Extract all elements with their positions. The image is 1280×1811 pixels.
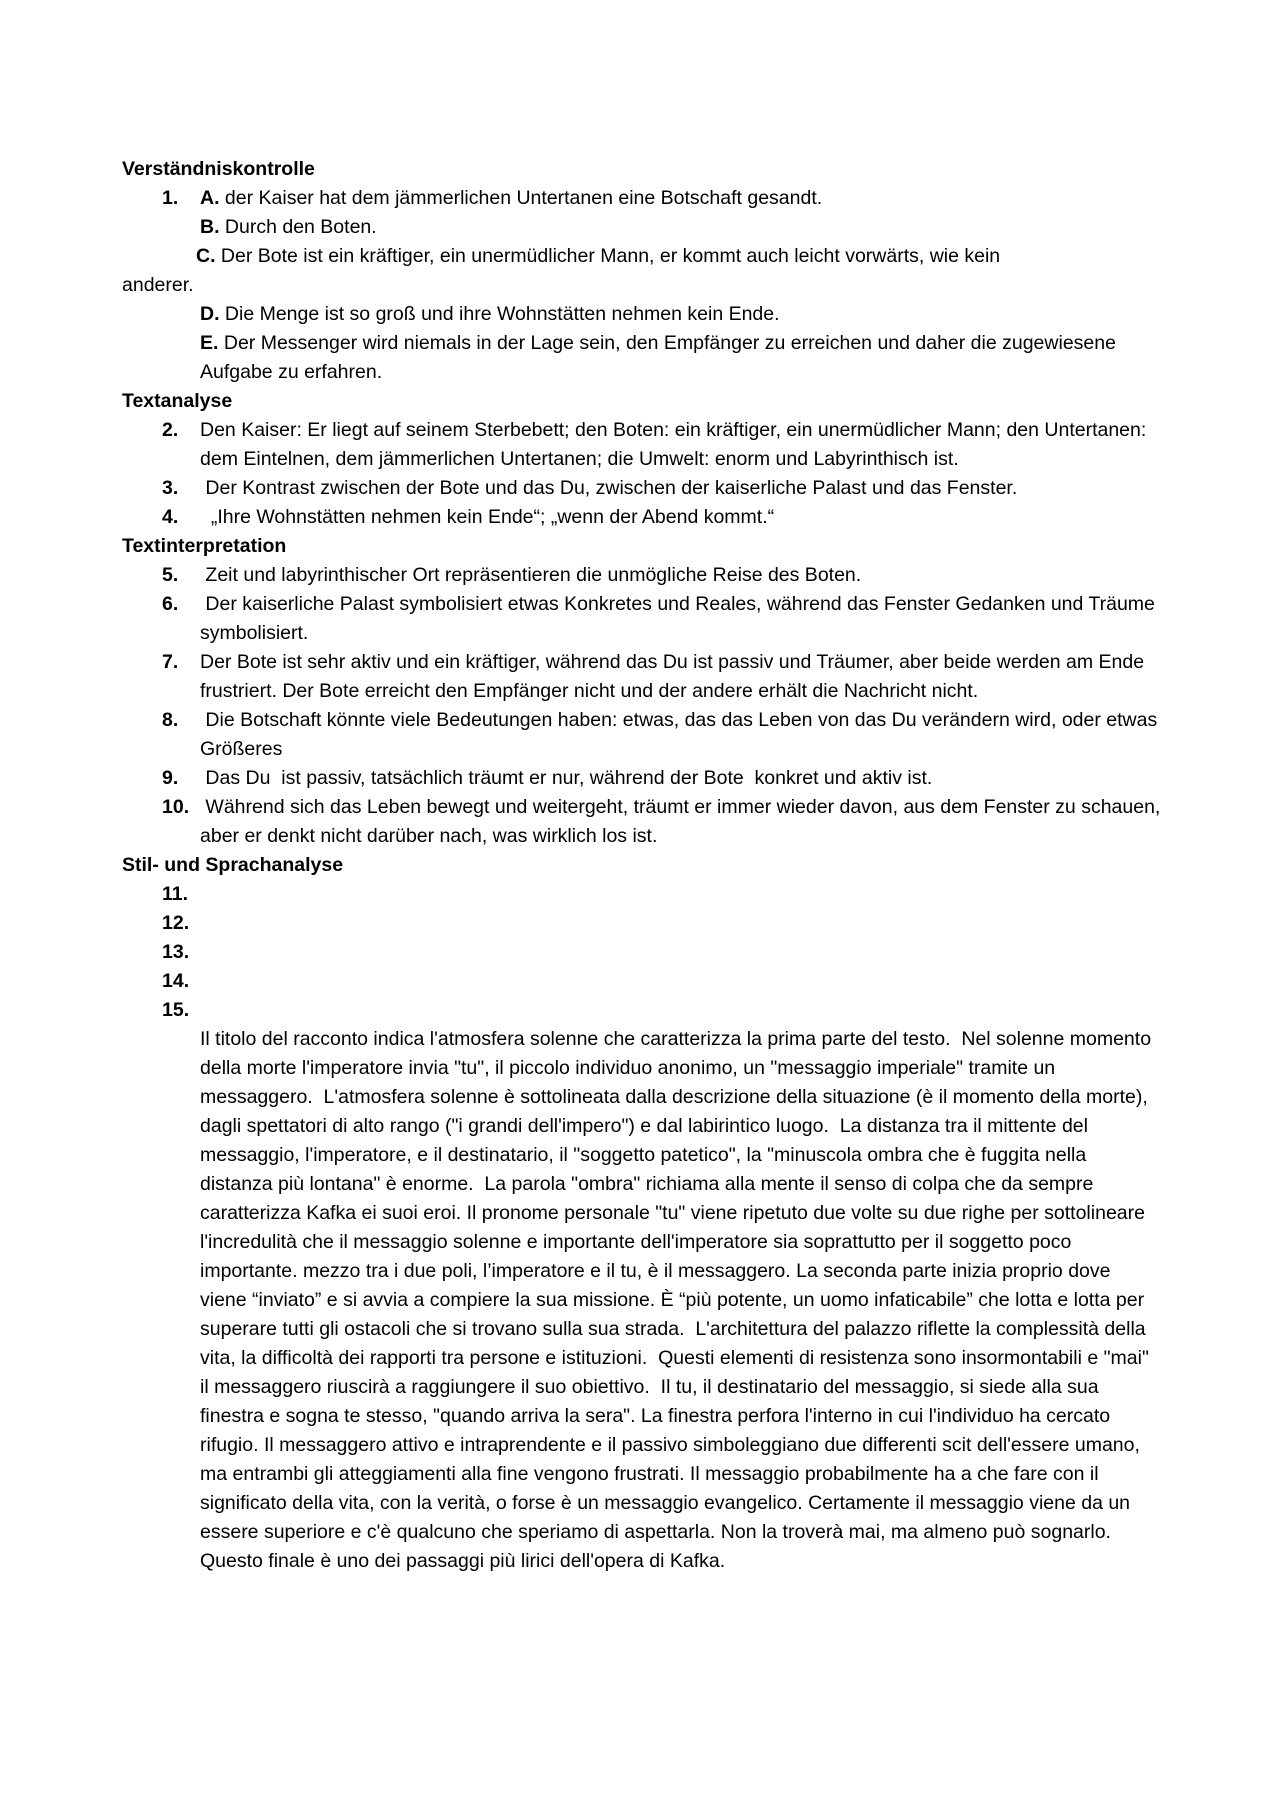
answer-text-a: der Kaiser hat dem jämmerlichen Untertanen eine Botschaft gesandt. <box>219 187 823 209</box>
question-number: 4. <box>162 506 179 528</box>
question-number: 14. <box>162 970 190 992</box>
question-13 <box>122 938 1162 967</box>
question-number: 11. <box>162 883 189 905</box>
question-15 <box>122 996 1162 1025</box>
question-11 <box>122 880 1162 909</box>
answer-letter-e: E. <box>200 332 219 354</box>
answer-letter-d: D. <box>200 303 220 325</box>
answer-text-c: Der Bote ist ein kräftiger, ein unermüdlicher Mann, er kommt auch leicht vorwärts, wie kein <box>215 245 1001 267</box>
question-4 <box>122 503 1162 532</box>
question-9 <box>122 764 1162 793</box>
question-number: 8. <box>162 709 179 731</box>
question-number: 10. <box>162 796 190 818</box>
question-number: 9. <box>162 767 179 789</box>
question-10 <box>122 793 1166 851</box>
answer-text-e: Der Messenger wird niemals in der Lage sein, den Empfänger zu erreichen und daher die zugewiesene Aufgabe zu erfahren. <box>200 332 1116 383</box>
question-number: 15. <box>162 999 190 1021</box>
section-heading-stil-sprachanalyse: Stil- und Sprachanalyse <box>122 854 344 876</box>
question-6 <box>122 590 1162 648</box>
answer-d <box>122 300 1162 329</box>
question-14 <box>122 967 1162 996</box>
answer-c <box>122 242 1162 271</box>
question-2 <box>122 416 1162 474</box>
question-number: 12. <box>162 912 190 934</box>
answer-text-b: Durch den Boten. <box>219 216 377 238</box>
answer-text: „Ihre Wohnstätten nehmen kein Ende“; „wenn der Abend kommt.“ <box>200 506 775 528</box>
answer-text: Zeit und labyrinthischer Ort repräsentieren die unmögliche Reise des Boten. <box>200 564 862 586</box>
question-12 <box>122 909 1162 938</box>
question-number: 2. <box>162 419 179 441</box>
answer-letter-b: B. <box>200 216 220 238</box>
question-number: 13. <box>162 941 190 963</box>
question-number: 6. <box>162 593 179 615</box>
answer-text: Der kaiserliche Palast symbolisiert etwas Konkretes und Reales, während das Fenster Gedanken und Träume symbolisiert. <box>200 593 1161 644</box>
answer-e <box>122 329 1162 387</box>
answer-letter-a: A. <box>200 187 220 209</box>
answer-text: Die Botschaft könnte viele Bedeutungen haben: etwas, das das Leben von das Du verändern wird, oder etwas Größeres <box>200 709 1163 760</box>
answer-text: Das Du ist passiv, tatsächlich träumt er nur, während der Bote konkret und aktiv ist. <box>200 767 933 789</box>
answer-text: Der Kontrast zwischen der Bote und das Du, zwischen der kaiserliche Palast und das Fenster. <box>200 477 1018 499</box>
question-number: 7. <box>162 651 179 673</box>
answer-b <box>122 213 1162 242</box>
question-5 <box>122 561 1162 590</box>
answer-text: Der Bote ist sehr aktiv und ein kräftiger, während das Du ist passiv und Träumer, aber beide werden am Ende frustriert. Der Bote erreicht den Empfänger nicht und der andere erhält die Nachricht nicht. <box>200 651 1145 702</box>
question-3 <box>122 474 1162 503</box>
answer-text: Während sich das Leben bewegt und weitergeht, träumt er immer wieder davon, aus dem Fenster zu schauen, aber er denkt nicht darüber nach, was wirklich los ist. <box>200 796 1166 847</box>
section-heading-textanalyse: Textanalyse <box>122 390 233 412</box>
question-7 <box>122 648 1162 706</box>
answer-c-continuation: anderer. <box>122 274 194 296</box>
answer-letter-c: C. <box>196 245 216 267</box>
question-number: 1. <box>162 187 179 209</box>
document-page <box>122 155 1166 1576</box>
answer-text-d: Die Menge ist so groß und ihre Wohnstätten nehmen kein Ende. <box>219 303 780 325</box>
question-number: 3. <box>162 477 179 499</box>
italian-analysis-paragraph: Il titolo del racconto indica l'atmosfera solenne che caratterizza la prima parte del testo. Nel solenne momento della morte l'imperatore invia "tu", il piccolo individuo anonimo, un "messaggio imperiale" tramite un messaggero. L'atmosfera solenne è sottolineata dalla descrizione della situazione (è il momento della morte), dagli spettatori di alto rango ("i grandi dell'impero") e dal labirintico luogo. La distanza tra il mittente del messaggio, l'imperatore, e il destinatario, il "soggetto patetico", la "minuscola ombra che è fuggita nella distanza più lontana" è enorme. La parola "ombra" richiama alla mente il senso di colpa che da sempre caratterizza Kafka ei suoi eroi. Il pronome personale "tu" viene ripetuto due volte su due righe per sottolineare l'incredulità che il messaggio solenne e importante dell'imperatore sia soprattutto per il soggetto poco importante. mezzo tra i due poli, l’imperatore e il tu, è il messaggero. La seconda parte inizia proprio dove viene “inviato” e si avvia a compiere la sua missione. È “più potente, un uomo infaticabile” che lotta e lotta per superare tutti gli ostacoli che si trovano sulla sua strada. L'architettura del palazzo riflette la complessità della vita, la difficoltà dei rapporti tra persone e istituzioni. Questi elementi di resistenza sono insormontabili e "mai" il messaggero riuscirà a raggiungere il suo obiettivo. Il tu, il destinatario del messaggio, si siede alla sua finestra e sogna te stesso, "quando arriva la sera". La finestra perfora l'interno in cui l'individuo ha cercato rifugio. Il messaggero attivo e intraprendente e il passivo simboleggiano due differenti scit dell'essere umano, ma entrambi gli atteggiamenti alla fine vengono frustrati. Il messaggio probabilmente ha a che fare con il significato della vita, con la verità, o forse è un messaggio evangelico. Certamente il messaggio viene da un essere superiore e c'è qualcuno che speriamo di aspettarla. Non la troverà mai, ma almeno può sognarlo. Questo finale è uno dei passaggi più lirici dell'opera di Kafka. <box>200 1028 1157 1572</box>
question-8 <box>122 706 1162 764</box>
section-heading-verstaendniskontrolle: Verständniskontrolle <box>122 158 315 180</box>
section-heading-textinterpretation: Textinterpretation <box>122 535 287 557</box>
answer-text: Den Kaiser: Er liegt auf seinem Sterbebett; den Boten: ein kräftiger, ein unermüdlicher Mann; den Untertanen: dem Eintelnen, dem jämmerlichen Untertanen; die Umwelt: enorm und Labyrinthisch ist. <box>200 419 1147 470</box>
question-number: 5. <box>162 564 179 586</box>
question-1 <box>122 184 1162 213</box>
